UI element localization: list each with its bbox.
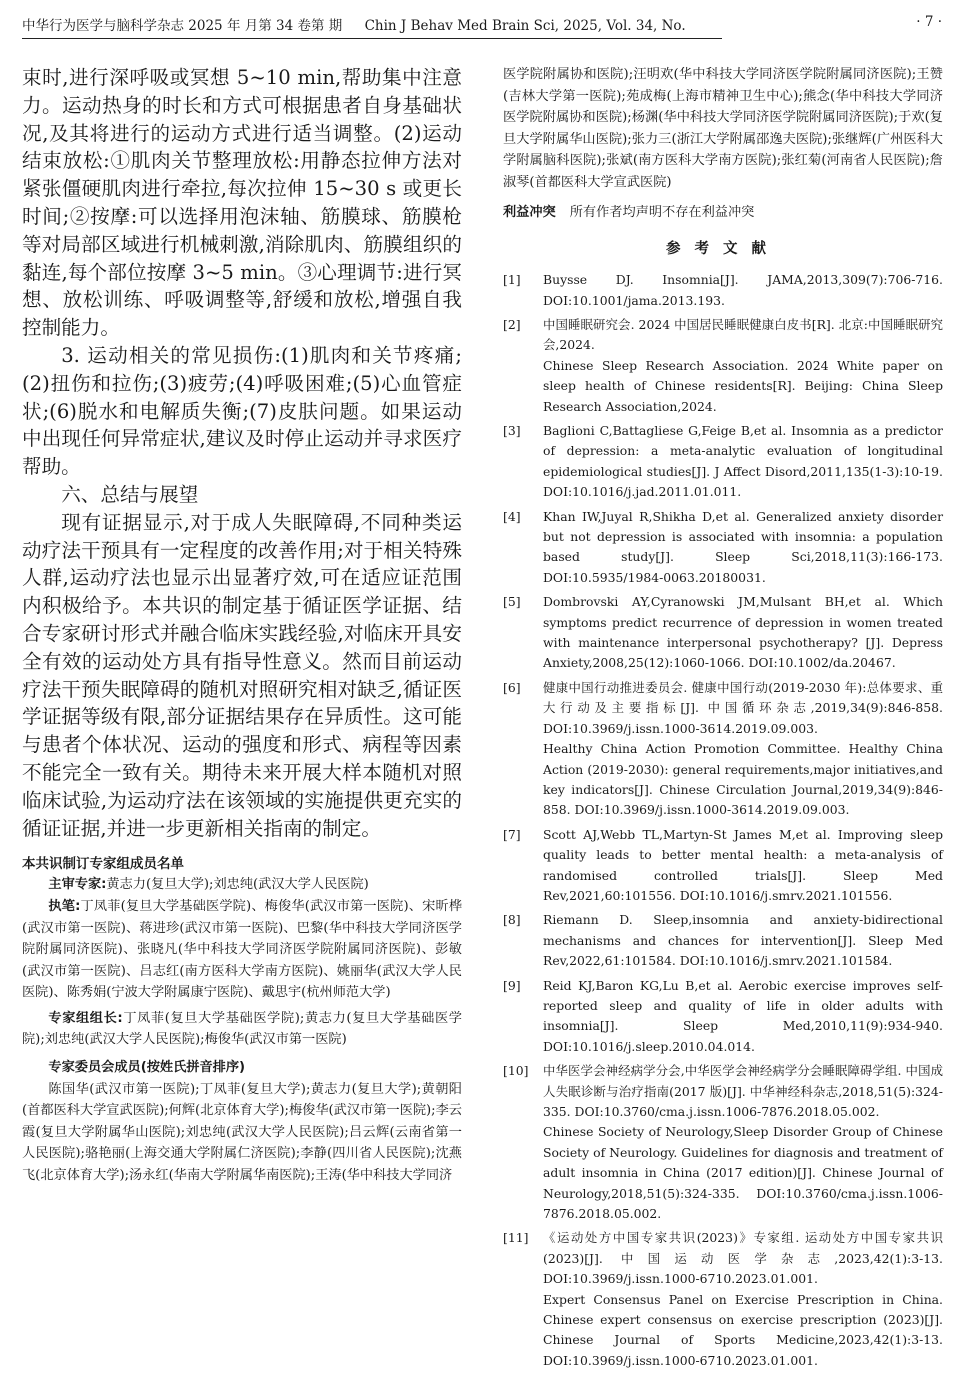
leaders-text: 丁凤菲(复旦大学基础医学院);黄志力(复旦大学基础医学院);刘忠纯(武汉大学人民医院);梅俊华(武汉市第一医院)	[22, 1010, 462, 1048]
reference-list	[503, 270, 943, 1371]
reference-text: 健康中国行动推进委员会. 健康中国行动(2019-2030 年):总体要求、重大行动及主要指标[J]. 中国循环杂志,2019,34(9):846-858. DOI:10.3969/j.issn.1000-3614.2019.09.003.	[543, 679, 943, 736]
reference-text: Riemann D. Sleep,insomnia and anxiety-bidirectional mechanisms and chances for intervention[J]. Sleep Med Rev,2022,61:101584. DOI:10.1016/j.smrv.2021.101584.	[543, 912, 943, 969]
reference-item	[503, 1061, 943, 1224]
reference-number: [1]	[503, 272, 521, 288]
writers-entry	[22, 896, 462, 1004]
reference-text: Khan IW,Juyal R,Shikha D,et al. Generalized anxiety disorder but not depression is associated with insomnia: a population based study[J]. Sleep Sci,2018,11(3):166-173. DOI:10.5935/1984-0063.20180031.	[543, 508, 943, 585]
reviewers-text: 黄志力(复旦大学);刘忠纯(武汉大学人民医院)	[106, 877, 369, 893]
reference-item	[503, 592, 943, 674]
reference-number: [10]	[503, 1063, 529, 1079]
reference-item	[503, 421, 943, 503]
reference-number: [11]	[503, 1230, 529, 1246]
reference-item	[503, 976, 943, 1058]
reference-number: [7]	[503, 826, 521, 842]
reference-text: Dombrovski AY,Cyranowski JM,Mulsant BH,et al. Which symptoms predict recurrence of depression in women treated with maintenance interpersonal psychotherapy? [J]. Depress Anxiety,2008,25(12):1060-1066. DOI:10.1002/da.20467.	[543, 594, 943, 671]
running-header	[22, 14, 942, 34]
reference-text: Buysse DJ. Insomnia[J]. JAMA,2013,309(7):706-716. DOI:10.1001/jama.2013.193.	[543, 272, 943, 308]
leaders-entry	[22, 1008, 462, 1051]
header-divider	[22, 38, 722, 39]
reference-item	[503, 678, 943, 821]
writers-label: 执笔:	[48, 898, 81, 914]
reference-item	[503, 1228, 943, 1371]
reference-text: 中华医学会神经病学分会,中华医学会神经病学分会睡眠障碍学组. 中国成人失眠诊断与治疗指南(2017 版)[J]. 中华神经科杂志,2018,51(5):324-335. DOI:10.3760/cma.j.issn.1006-7876.2018.05.002.	[543, 1063, 943, 1119]
left-column	[22, 64, 462, 1187]
reference-text: 中国睡眠研究会. 2024 中国居民睡眠健康白皮书[R]. 北京:中国睡眠研究会,2024.	[543, 316, 943, 353]
journal-title-en: Chin J Behav Med Brain Sci, 2025, Vol. 34, No.	[364, 18, 686, 34]
reference-number: [5]	[503, 594, 521, 610]
reference-text: Healthy China Action Promotion Committee. Healthy China Action (2019-2030): general requirements,major initiatives,and key indicators[J]. Chinese Circulation Journal,2019,34(9):846-858. DOI:10.3969/j.issn.1000-3614.2019.09.003.	[543, 741, 943, 818]
reference-number: [8]	[503, 912, 521, 928]
reference-text: Expert Consensus Panel on Exercise Prescription in China. Chinese expert consensus on exercise prescription (2023)[J]. Chinese Journal of Sports Medicine,2023,42(1):3-13. DOI:10.3969/j.issn.1000-6710.2023.01.001.	[543, 1291, 943, 1368]
body-paragraph: 3. 运动相关的常见损伤:(1)肌肉和关节疼痛;(2)扭伤和拉伤;(3)疲劳;(4)呼吸困难;(5)心血管症状;(6)脱水和电解质失衡;(7)皮肤问题。如果运动中出现任何异常症状,建议及时停止运动并寻求医疗帮助。	[22, 343, 462, 479]
reference-item	[503, 507, 943, 589]
reviewers-entry	[22, 874, 462, 896]
reference-number: [9]	[503, 977, 521, 993]
body-paragraph: 束时,进行深呼吸或冥想 5~10 min,帮助集中注意力。运动热身的时长和方式可根据患者自身基础状况,及其将进行的运动方式进行适当调整。(2)运动结束放松:①肌肉关节整理放松:用静态拉伸方法对紧张僵硬肌肉进行牵拉,每次拉伸 15~30 s 或更长时间;②按摩:可以选择用泡沫轴、筋膜球、筋膜枪等对局部区域进行机械刺激,消除肌肉、筋膜组织的黏连,每个部位按摩 3~5 min。③心理调节:进行冥想、放松训练、呼吸调整等,舒缓和放松,增强自我控制能力。	[22, 66, 462, 340]
reference-number: [6]	[503, 679, 521, 695]
reference-text: Chinese Society of Neurology,Sleep Disorder Group of Chinese Society of Neurology. Guidelines for diagnosis and treatment of adult insomnia in China (2017 edition)[J]. Chinese Journal of Neurology,2018,51(5):324-335. DOI:10.3760/cma.j.issn.1006-7876.2018.05.002.	[543, 1124, 943, 1222]
writers-text: 丁凤菲(复旦大学基础医学院)、梅俊华(武汉市第一医院)、宋昕桦(武汉市第一医院)、蒋进珍(武汉市第一医院)、巴黎(华中科技大学同济医学院附属同济医院)、张晓凡(华中科技大学同济医学院附属同济医院)、彭敏(武汉市第一医院)、吕志红(南方医科大学南方医院)、姚丽华(武汉大学人民医院)、陈秀娟(宁波大学附属康宁医院)、戴思宇(杭州师范大学)	[22, 898, 463, 1001]
references-heading: 参考文献	[666, 241, 780, 258]
reference-item	[503, 315, 943, 417]
members-label: 专家委员会成员(按姓氏拼音排序)	[48, 1060, 246, 1076]
reference-item	[503, 825, 943, 907]
reference-text: Chinese Sleep Research Association. 2024 White paper on sleep health of Chinese residents[R]. Beijing: China Sleep Research Association,2024.	[543, 357, 943, 414]
reference-number: [3]	[503, 423, 521, 438]
conflict-text: 所有作者均声明不存在利益冲突	[569, 204, 755, 220]
body-paragraph: 现有证据显示,对于成人失眠障碍,不同种类运动疗法干预具有一定程度的改善作用;对于相关特殊人群,运动疗法也显示出显著疗效,可在适应证范围内积极给予。本共识的制定基于循证医学证据、结合专家研讨形式并融合临床实践经验,对临床开具安全有效的运动处方具有指导性意义。然而目前运动疗法干预失眠障碍的随机对照研究相对缺乏,循证医学证据等级有限,部分证据结果存在异质性。这可能与患者个体状况、运动的强度和形式、病程等因素不能完全一致有关。期待未来开展大样本随机对照临床试验,为运动疗法在该领域的实施提供更充实的循证证据,并进一步更新相关指南的制定。	[22, 510, 462, 840]
members-text-continued: 医学院附属协和医院);汪明欢(华中科技大学同济医学院附属同济医院);王赞(吉林大学第一医院);苑成梅(上海市精神卫生中心);熊念(华中科技大学同济医学院附属协和医院);杨渊(华中科技大学同济医学院附属同济医院);于欢(复旦大学附属华山医院);张力三(浙江大学附属邵逸夫医院);张继辉(广州医科大学附属脑科医院);张斌(南方医科大学南方医院);张红菊(河南省人民医院);詹淑琴(首都医科大学宣武医院)	[503, 67, 943, 190]
reviewers-label: 主审专家:	[48, 877, 107, 893]
section-heading: 六、总结与展望	[61, 482, 199, 506]
journal-title-cn: 中华行为医学与脑科学杂志 2025 年 月第 34 卷第 期	[22, 18, 343, 34]
reference-item	[503, 910, 943, 971]
reference-number: [2]	[503, 316, 521, 332]
members-text: 陈国华(武汉市第一医院);丁凤菲(复旦大学);黄志力(复旦大学);黄朝阳(首都医科大学宣武医院);何辉(北京体育大学);梅俊华(武汉市第一医院);李云霞(复旦大学附属华山医院);刘忠纯(武汉大学人民医院);吕云辉(云南省第一人民医院);骆艳丽(上海交通大学附属仁济医院);李静(四川省人民医院);沈燕飞(北京体育大学);汤永红(华南大学附属华南医院);王涛(华中科技大学同济	[22, 1081, 462, 1184]
expert-list-title: 本共识制订专家组成员名单	[22, 856, 184, 873]
reference-text: Baglioni C,Battagliese G,Feige B,et al. Insomnia as a predictor of depression: a meta-analytic evaluation of longitudinal epidemiological studies[J]. J Affect Disord,2011,135(1-3):10-19. DOI:10.1016/j.jad.2011.01.011.	[543, 423, 943, 500]
reference-text: 《运动处方中国专家共识(2023)》专家组. 运动处方中国专家共识(2023)[J]. 中国运动医学杂志,2023,42(1):3-13. DOI:10.3969/j.issn.1000-6710.2023.01.001.	[543, 1230, 943, 1287]
reference-text: Scott AJ,Webb TL,Martyn-St James M,et al. Improving sleep quality leads to better mental health: a meta-analysis of randomised controlled trials[J]. Sleep Med Rev,2021,60:101556. DOI:10.1016/j.smrv.2021.101556.	[543, 826, 943, 903]
leaders-label: 专家组组长:	[48, 1010, 123, 1026]
page-number: · 7 ·	[916, 14, 942, 30]
reference-item	[503, 270, 943, 311]
conflict-label: 利益冲突	[503, 204, 556, 220]
conflict-of-interest	[503, 202, 943, 224]
right-column	[503, 64, 943, 1375]
reference-text: Reid KJ,Baron KG,Lu B,et al. Aerobic exercise improves self-reported sleep and quality of life in older adults with insomnia[J]. Sleep Med,2010,11(9):934-940. DOI:10.1016/j.sleep.2010.04.014.	[543, 977, 943, 1054]
reference-number: [4]	[503, 508, 521, 524]
